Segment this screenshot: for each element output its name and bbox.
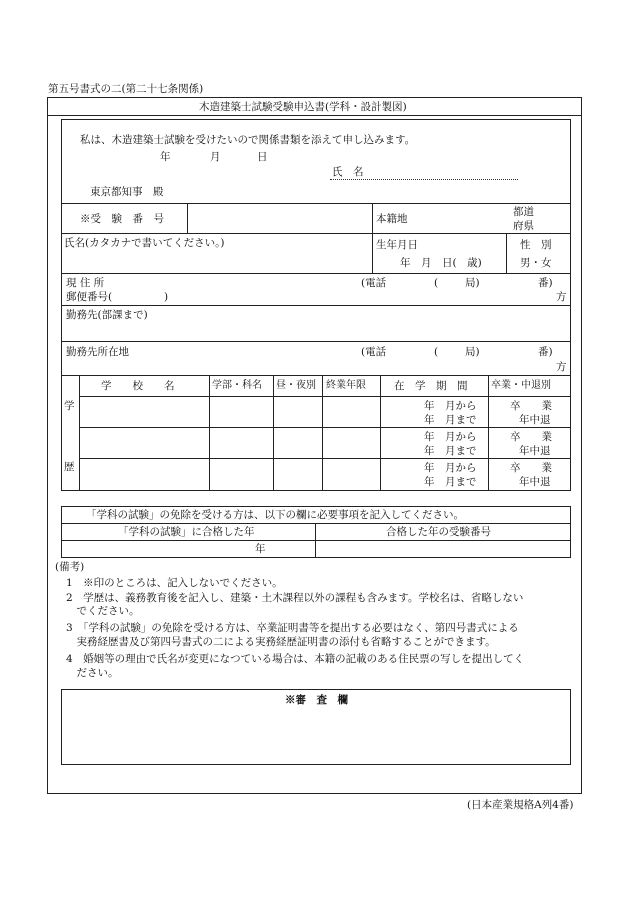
exemption-year-field[interactable] xyxy=(62,541,252,557)
workplace-phone-local: ( xyxy=(434,346,439,358)
edu-row2-to: 年 月まで xyxy=(424,445,477,457)
address-phone-local: ( xyxy=(434,277,439,289)
addressee: 東京都知事 殿 xyxy=(90,186,164,198)
katakana-name-field[interactable] xyxy=(62,250,371,272)
workplace-address-label: 勤務先所在地 xyxy=(66,346,129,358)
edu-row2-grad[interactable]: 卒 業 xyxy=(510,431,552,443)
edu-row2-from: 年 月から xyxy=(424,431,477,443)
prefecture-label-1: 都道 xyxy=(513,206,534,218)
education-side-label-2: 歴 xyxy=(64,461,75,473)
note-4-line-1: 4 婚姻等の理由で氏名が変更になつている場合は、本籍の記載のある住民票の写しを提出してく xyxy=(66,653,525,665)
date-day: 日 xyxy=(257,151,268,163)
workplace-address-field[interactable] xyxy=(140,342,355,374)
address-label: 現 住 所 xyxy=(66,277,105,289)
edu-header-daynight: 昼・夜別 xyxy=(276,380,316,391)
date-year: 年 xyxy=(160,151,171,163)
edu-header-duration: 終業年限 xyxy=(326,380,366,391)
prefecture-label-2: 府県 xyxy=(513,220,534,232)
edu-row2-dropout[interactable]: 年中退 xyxy=(519,445,551,457)
edu-header-faculty: 学部・科名 xyxy=(212,380,262,391)
exemption-number-field[interactable] xyxy=(316,541,570,557)
edu-row1-grad[interactable]: 卒 業 xyxy=(510,400,552,412)
edu-row3-dropout[interactable]: 年中退 xyxy=(519,476,551,488)
address-phone-office: 局) xyxy=(465,277,480,289)
edu-row1-dropout[interactable]: 年中退 xyxy=(519,414,551,426)
postal-code-label: 郵便番号( xyxy=(66,291,113,303)
workplace-field[interactable] xyxy=(62,322,570,340)
katakana-name-label: 氏名(カタカナで書いてください。) xyxy=(64,237,225,249)
note-3-line-1: 3 「学科の試験」の免除を受ける方は、卒業証明書等を提出する必要はなく、第四号書式による xyxy=(66,622,519,634)
note-2-line-2: でください。 xyxy=(66,605,140,617)
applicant-name-label: 氏 名 xyxy=(332,166,364,178)
exemption-number-label: 合格した年の受験番号 xyxy=(386,526,491,538)
note-4-line-2: ださい。 xyxy=(66,667,119,679)
edu-row3-from: 年 月から xyxy=(424,462,477,474)
honseki-field[interactable] xyxy=(420,204,510,232)
form-title: 木造建築士試験受験申込書(学科・設計製図) xyxy=(199,101,407,113)
edu-row3-to: 年 月まで xyxy=(424,476,477,488)
edu-header-period: 在 学 期 間 xyxy=(394,380,468,392)
note-2-line-1: 2 学歴は、義務教育後を記入し、建築・土木課程以外の課程も含みます。学校名は、省略しない xyxy=(66,592,524,604)
exemption-year-label: 「学科の試験」に合格した年 xyxy=(118,526,255,538)
note-1: 1 ※印のところは、記入しないでください。 xyxy=(66,577,283,589)
declaration-text: 私は、木造建築士試験を受けたいので関係書類を添えて申し込みます。 xyxy=(80,134,416,146)
gender-options[interactable]: 男・女 xyxy=(520,257,552,269)
workplace-phone-office: 局) xyxy=(465,346,480,358)
form-number: 第五号書式の二(第二十七条関係) xyxy=(48,83,204,95)
exemption-notice: 「学科の試験」の免除を受ける方は、以下の欄に必要事項を記入してください。 xyxy=(86,509,464,521)
workplace-phone-label: (電話 xyxy=(361,346,387,358)
birthdate-format[interactable]: 年 月 日( 歳) xyxy=(400,257,482,269)
edu-row1-from: 年 月から xyxy=(424,400,477,412)
note-3-line-2: 実務経歴書及び第四号書式の二による実務経歴証明書の添付も省略することができます。 xyxy=(66,636,496,648)
birthdate-label: 生年月日 xyxy=(376,239,418,251)
date-month: 月 xyxy=(210,151,221,163)
edu-row1-to: 年 月まで xyxy=(424,414,477,426)
exemption-year-unit: 年 xyxy=(255,543,266,555)
exam-number-label: ※受 験 番 号 xyxy=(80,213,164,225)
edu-header-status: 卒業・中退別 xyxy=(491,380,551,391)
workplace-kata: 方 xyxy=(556,361,567,373)
name-signature-line[interactable] xyxy=(330,179,518,180)
workplace-label: 勤務先(部課まで) xyxy=(66,309,148,321)
address-field[interactable] xyxy=(120,274,355,304)
education-side-label-1: 学 xyxy=(64,400,75,412)
gender-label: 性 別 xyxy=(520,239,552,251)
exam-number-field[interactable] xyxy=(188,204,371,232)
postal-code-close: ) xyxy=(164,291,169,303)
address-phone-end: 番) xyxy=(538,277,553,289)
edu-row3-grad[interactable]: 卒 業 xyxy=(510,462,552,474)
honseki-label: 本籍地 xyxy=(376,213,408,225)
review-label: ※審 査 欄 xyxy=(285,694,348,706)
address-phone-label: (電話 xyxy=(361,277,387,289)
paper-spec: (日本産業規格A列4番) xyxy=(467,799,574,811)
workplace-phone-end: 番) xyxy=(538,346,553,358)
edu-header-school: 学 校 名 xyxy=(101,380,175,392)
notes-label: (備考) xyxy=(55,561,85,573)
address-kata: 方 xyxy=(556,291,567,303)
